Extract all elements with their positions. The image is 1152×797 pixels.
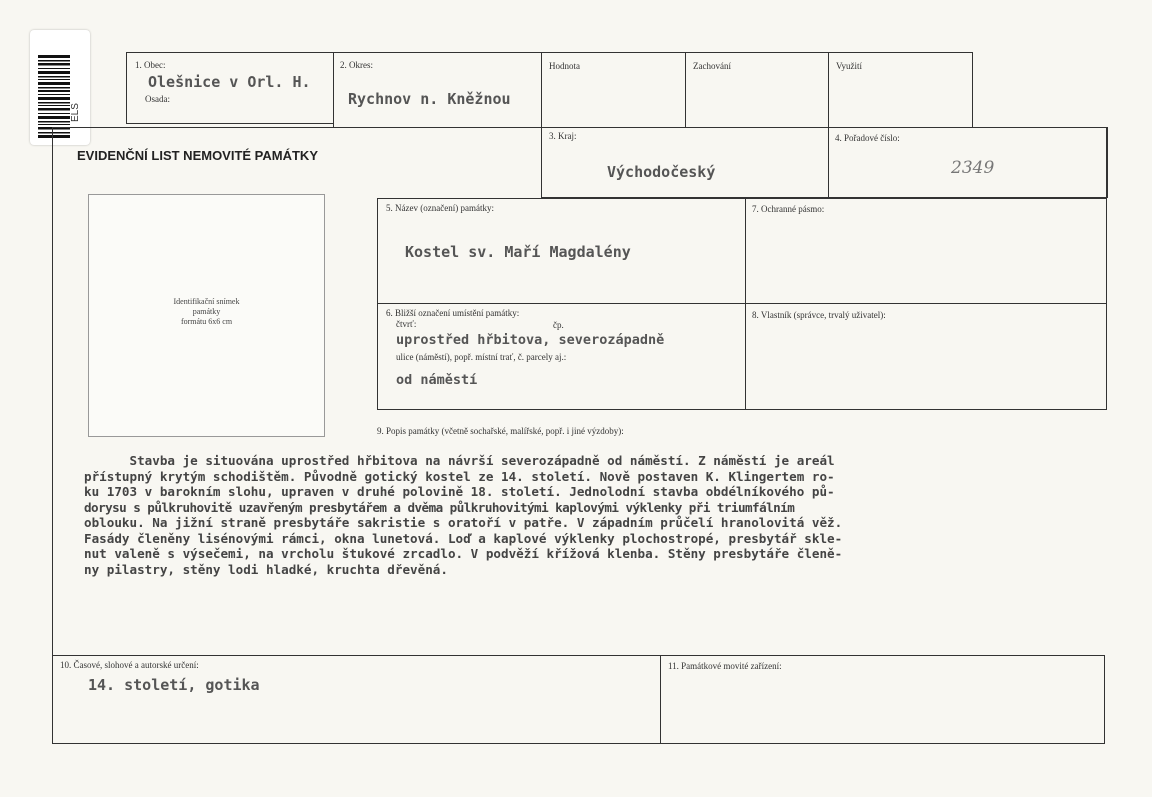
obec-value: Olešnice v Orl. H. [148, 73, 311, 91]
popis-line: dorysu s půlkruhovitě uzavřeným presbytářem a dvěma půlkruhovitými kaplovými výklenky při triumfálním [84, 499, 795, 515]
umisteni-value-1: uprostřed hřbitova, severozápadně [396, 332, 665, 348]
frame-top-line [53, 127, 542, 128]
umisteni-value-2: od náměstí [396, 372, 478, 388]
popis-line: Stavba je situována uprostřed hřbitova na návrší severozápadně od náměstí. Z náměstí je areál [84, 453, 835, 468]
nazev-value: Kostel sv. Maří Magdalény [405, 243, 631, 261]
casove-value: 14. století, gotika [88, 676, 260, 694]
popis-line: přístupný krytým schodištěm. Původně gotický kostel ze 14. století. Nově postaven K. Klingertem ro- [84, 468, 835, 484]
photo-placeholder [88, 194, 325, 437]
popis-line: ku 1703 v barokním slohu, upraven v druhé polovině 18. století. Jednolodní stavba obdélníkového pů- [84, 484, 835, 499]
ctvrt-label: čtvrť: [396, 319, 417, 329]
popis-line: oblouku. Na jižní straně presbytáře sakristie s oratoří v patře. V západním průčelí hranolovitá věž. [84, 515, 843, 530]
popis-text [84, 453, 1104, 577]
form-title: EVIDENČNÍ LIST NEMOVITÉ PAMÁTKY [77, 148, 318, 163]
kraj-label: 3. Kraj: [549, 131, 577, 141]
popis-label: 9. Popis památky (včetně sochařské, malířské, popř. i jiné výzdoby): [377, 426, 624, 436]
vlastnik-label: 8. Vlastník (správce, trvalý uživatel): [752, 310, 886, 320]
popis-line: ny pilastry, stěny lodi hladké, kruchta dřevěná. [84, 561, 448, 577]
photo-caption: Identifikační snímek památky formátu 6x6 cm [173, 297, 240, 326]
pasmo-label: 7. Ochranné pásmo: [752, 204, 825, 214]
osada-label: Osada: [145, 94, 170, 104]
casove-label: 10. Časové, slohové a autorské určení: [60, 660, 199, 670]
ulice-label: ulice (náměstí), popř. místní trať, č. parcely aj.: [396, 352, 567, 362]
hodnota-label: Hodnota [549, 61, 580, 71]
poradove-label: 4. Pořadové číslo: [835, 133, 900, 143]
umisteni-label: 6. Bližší označení umístění památky: [386, 308, 520, 318]
okres-label: 2. Okres: [340, 60, 373, 70]
obec-label: 1. Obec: [135, 60, 166, 70]
nazev-label: 5. Název (označení) památky: [386, 203, 494, 213]
frame-left-line [52, 127, 53, 744]
vyuziti-label: Využití [836, 61, 862, 71]
barcode-label: ELS [70, 103, 81, 122]
popis-line: Fasády členěny lisénovými rámci, okna lunetová. Loď a kaplové výklenky plochostropé, presbytář skle- [84, 530, 843, 546]
cp-label: čp. [553, 320, 564, 330]
serial-handwritten: 2349 [951, 158, 995, 178]
popis-line: nut valeně s výsečemi, na vrcholu štukové zrcadlo. V podvěží křížová klenba. Stěny presbytáře členě- [84, 546, 843, 561]
movite-label: 11. Památkové movité zařízení: [668, 661, 782, 671]
kraj-value: Východočeský [607, 163, 716, 181]
okres-value: Rychnov n. Kněžnou [348, 90, 511, 108]
zachovani-label: Zachování [693, 61, 731, 71]
